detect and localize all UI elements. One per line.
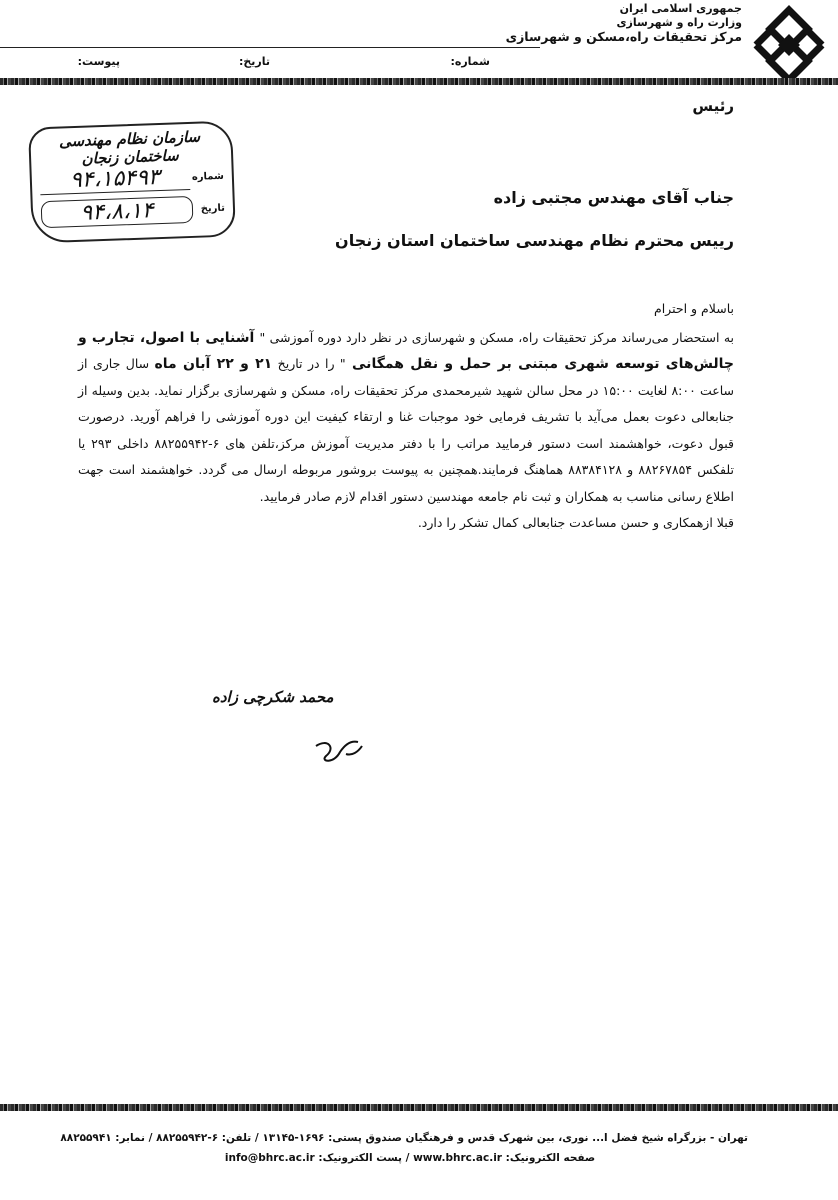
header-band [0,78,838,85]
letterhead [506,2,742,44]
letterhead-line-1: جمهوری اسلامی ایران [619,2,742,15]
paragraph-part-1: به استحضار می‌رساند مرکز تحقیقات راه، مسکن و شهرسازی در نظر دارد دوره آموزشی " [259,329,734,345]
addressee-title: رییس محترم نظام مهندسی ساختمان استان زنجان [335,231,734,250]
letter-body [78,296,734,537]
main-paragraph [78,325,734,511]
received-stamp [28,120,236,243]
course-title: آشنایی با اصول، تجارب و چالش‌های توسعه شهری مبتنی بر حمل و نقل همگانی [78,329,734,372]
handwritten-signature [306,716,366,796]
heading: رئیس [692,97,734,115]
footer-band [0,1104,838,1111]
header-rule [0,47,540,48]
stamp-organization: سازمان نظام مهندسی ساختمان زنجان [58,127,201,168]
signatory-name: محمد شکرچی زاده [212,688,334,706]
attachment-label: پیوست: [77,55,120,68]
stamp-number-label: شماره [191,170,225,183]
letterhead-line-3: مرکز تحقیقات راه،مسکن و شهرسازی [505,29,742,44]
stamp-number: ۹۴،۱۵۴۹۳ [39,164,190,195]
bhrc-logo [748,4,830,86]
paragraph-part-3: سال جاری از ساعت ۸:۰۰ لغایت ۱۵:۰۰ در محل سالن شهید شیرمحمدی مرکز تحقیقات راه، مسکن و شهرسازی برگزار نماید. بدین وسیله از جنابعالی دعوت بعمل می‌آید با تشریف فرمایی خود موجبات غنا و ارتقاء کیفیت این دوره آموزشی را فراهم آورید. درصورت قبول دعوت، خواهشمند است دستور فرمایید مراتب را با دفتر مدیریت آموزش مرکز،تلفن های ۶-۸۸۲۵۵۹۴۲ داخلی ۲۹۳ یا تلفکس ۸۸۲۶۷۸۵۴ و ۸۸۳۸۴۱۲۸ هماهنگ فرمایند.همچنین به پیوست بروشور مربوطه ارسال می گردد. خواهشمند است جهت اطلاع رسانی مناسب به همکاران و ثبت نام جامعه مهندسین دستور اقدام لازم صادر فرمایید. [78,356,734,504]
paragraph-part-2: " را در تاریخ [272,356,346,371]
closing: قبلا ازهمکاری و حسن مساعدت جنابعالی کمال تشکر را دارد. [417,515,734,530]
number-label: شماره: [450,55,490,68]
footer-address: تهران - بزرگراه شیخ فضل ا... نوری، بین شهرک قدس و فرهنگیان صندوق پستی: ۱۶۹۶-۱۳۱۴۵ / تلفن: ۶-۸۸۲۵۵۹۴۲ / نمابر: ۸۸۲۵۵۹۴۱ [60,1132,748,1144]
course-dates: ۲۱ و ۲۲ آبان ماه [154,356,273,372]
letter-meta-row [0,55,760,71]
greeting: باسلام و احترام [653,301,734,316]
date-label: تاریخ: [238,55,270,68]
addressee-name: جناب آقای مهندس مجتبی زاده [493,188,734,207]
stamp-date: ۹۴،۸،۱۴ [41,196,194,228]
letterhead-line-2: وزارت راه و شهرسازی [616,16,742,29]
stamp-date-label: تاریخ [200,202,226,215]
footer-web: صفحه الکترونیک: www.bhrc.ac.ir / پست الکترونیک: info@bhrc.ac.ir [224,1152,596,1164]
